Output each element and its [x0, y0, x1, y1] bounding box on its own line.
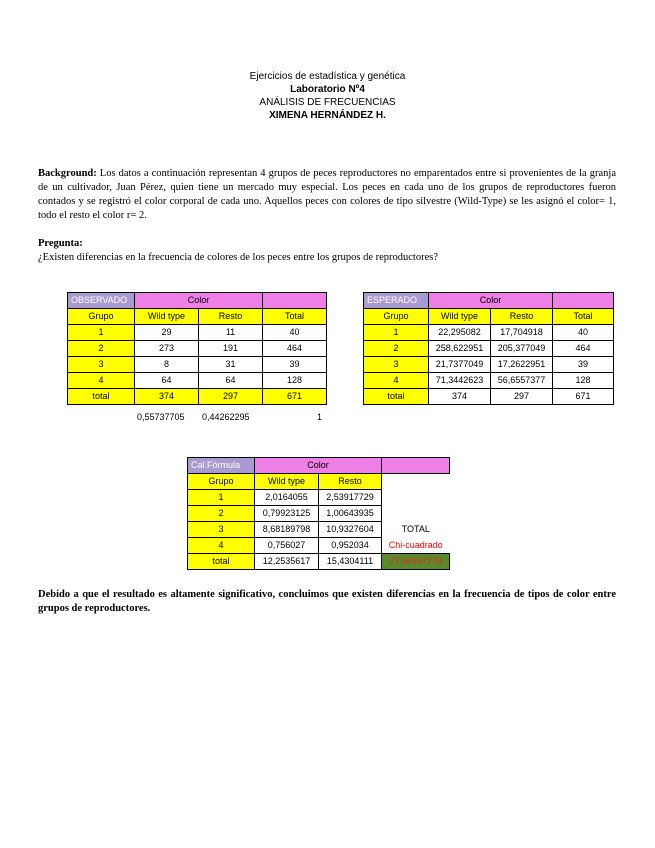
expected-cell: 258,622951 [429, 341, 491, 357]
table-row [68, 357, 327, 373]
formula-group-cell: 3 [188, 522, 255, 538]
expected-total-row [364, 389, 614, 405]
expected-cell: 71,3442623 [429, 373, 491, 389]
document-header [0, 70, 655, 122]
question-label: Pregunta: [38, 238, 83, 249]
formula-group-cell: 2 [188, 506, 255, 522]
expected-total-cell: 297 [491, 389, 553, 405]
formula-empty-cell [382, 506, 450, 522]
header-author: XIMENA HERNÁNDEZ H. [269, 110, 386, 121]
formula-total-cell: total [188, 554, 255, 570]
expected-cell: 205,377049 [491, 341, 553, 357]
expected-cell: 39 [553, 357, 614, 373]
expected-col-header: Total [553, 309, 614, 325]
formula-cell: 2,53917729 [319, 490, 382, 506]
formula-total-row [188, 554, 450, 570]
observed-total-row [68, 389, 327, 405]
table-row [364, 325, 614, 341]
formula-cell: 2,0164055 [255, 490, 319, 506]
observed-total-cell: 671 [263, 389, 327, 405]
observed-cell: 128 [263, 373, 327, 389]
table-row [68, 373, 327, 389]
formula-table [187, 457, 450, 570]
expected-col-header: Grupo [364, 309, 429, 325]
formula-group-cell: 4 [188, 538, 255, 554]
formula-total-cell: 15,4304111 [319, 554, 382, 570]
expected-group-cell: 3 [364, 357, 429, 373]
formula-total-cell: 12,2535617 [255, 554, 319, 570]
table-row [68, 341, 327, 357]
formula-empty-cell [382, 490, 450, 506]
expected-cell: 22,295082 [429, 325, 491, 341]
observed-cell: 11 [199, 325, 263, 341]
table-row [364, 373, 614, 389]
background-paragraph [38, 167, 616, 223]
expected-cell: 21,7377049 [429, 357, 491, 373]
observed-group-cell: 4 [68, 373, 135, 389]
observed-col-header: Grupo [68, 309, 135, 325]
header-subject: Ejercicios de estadística y genética [249, 71, 406, 82]
chi-square-label: Chi-cuadrado [388, 539, 443, 550]
table-row [188, 506, 450, 522]
observed-proportion-total: 1 [317, 412, 323, 422]
expected-cell: 128 [553, 373, 614, 389]
observed-group-cell: 1 [68, 325, 135, 341]
expected-color-header: Color [429, 293, 553, 309]
expected-cell: 17,2622951 [491, 357, 553, 373]
observed-cell: 8 [135, 357, 199, 373]
observed-total-cell: 374 [135, 389, 199, 405]
formula-cell: 10,9327604 [319, 522, 382, 538]
observed-group-cell: 2 [68, 341, 135, 357]
formula-cell: 8,68189798 [255, 522, 319, 538]
background-label: Background: [38, 168, 97, 179]
observed-cell: 273 [135, 341, 199, 357]
background-text: Los datos a continuación representan 4 grupos de peces reproductores no emparentados entre si provenientes de la granja de un cultivador, Juan Pérez, quien tiene un mercado muy especial. Los peces en cada uno de los grupos de reproductores fueron contados y se registró el color corporal de cada uno. Aquellos peces con colores de tipo silvestre (Wild-Type) se les asignó el color= 1, todo el resto el color r= 2. [38, 168, 616, 221]
formula-col-header: Resto [319, 474, 382, 490]
formula-empty-cell [382, 474, 450, 490]
formula-blank-header [382, 458, 450, 474]
observed-blank-header [263, 293, 327, 309]
question-text: ¿Existen diferencias en la frecuencia de colores de los peces entre los grupos de reproductores? [38, 252, 438, 263]
formula-cell: 0,756027 [255, 538, 319, 554]
observed-cell: 464 [263, 341, 327, 357]
observed-cell: 39 [263, 357, 327, 373]
expected-col-header: Resto [491, 309, 553, 325]
expected-title: ESPERADO [364, 293, 429, 309]
table-row [68, 325, 327, 341]
observed-col-header: Total [263, 309, 327, 325]
formula-title: Cal.Fórmula [188, 458, 255, 474]
formula-group-cell: 1 [188, 490, 255, 506]
table-row [364, 341, 614, 357]
observed-cell: 29 [135, 325, 199, 341]
expected-total-cell: 374 [429, 389, 491, 405]
expected-cell: 40 [553, 325, 614, 341]
formula-col-header: Grupo [188, 474, 255, 490]
observed-color-header: Color [135, 293, 263, 309]
observed-col-header: Resto [199, 309, 263, 325]
formula-col-header: Wild type [255, 474, 319, 490]
observed-proportion-resto: 0,44262295 [202, 412, 250, 422]
formula-cell: 0,952034 [319, 538, 382, 554]
expected-group-cell: 4 [364, 373, 429, 389]
total-label: TOTAL [401, 524, 430, 534]
formula-cell: 1,00643935 [319, 506, 382, 522]
table-row [188, 490, 450, 506]
observed-proportion-wild: 0,55737705 [137, 412, 185, 422]
observed-total-cell: 297 [199, 389, 263, 405]
chi-square-value: 27,68397278 [382, 554, 450, 570]
expected-col-header: Wild type [429, 309, 491, 325]
header-topic: ANÁLISIS DE FRECUENCIAS [259, 97, 396, 108]
expected-total-cell: total [364, 389, 429, 405]
header-lab-number: Laboratorio Nº4 [290, 84, 365, 95]
observed-cell: 64 [199, 373, 263, 389]
observed-cell: 31 [199, 357, 263, 373]
table-row [364, 357, 614, 373]
conclusion-paragraph: Debido a que el resultado es altamente significativo, concluimos que existen diferencias en la frecuencia de tipos de color entre grupos de reproductores. [38, 589, 616, 614]
table-row [188, 522, 450, 538]
table-row [188, 538, 450, 554]
expected-table [363, 292, 614, 405]
observed-table [67, 292, 327, 405]
question-block [38, 237, 616, 265]
observed-cell: 40 [263, 325, 327, 341]
expected-group-cell: 1 [364, 325, 429, 341]
expected-group-cell: 2 [364, 341, 429, 357]
expected-total-cell: 671 [553, 389, 614, 405]
observed-title: OBSERVADO [68, 293, 135, 309]
observed-col-header: Wild type [135, 309, 199, 325]
observed-cell: 64 [135, 373, 199, 389]
observed-cell: 191 [199, 341, 263, 357]
expected-cell: 464 [553, 341, 614, 357]
expected-cell: 17,704918 [491, 325, 553, 341]
formula-cell: 0,79923125 [255, 506, 319, 522]
expected-cell: 56,6557377 [491, 373, 553, 389]
observed-group-cell: 3 [68, 357, 135, 373]
formula-color-header: Color [255, 458, 382, 474]
expected-blank-header [553, 293, 614, 309]
observed-total-cell: total [68, 389, 135, 405]
